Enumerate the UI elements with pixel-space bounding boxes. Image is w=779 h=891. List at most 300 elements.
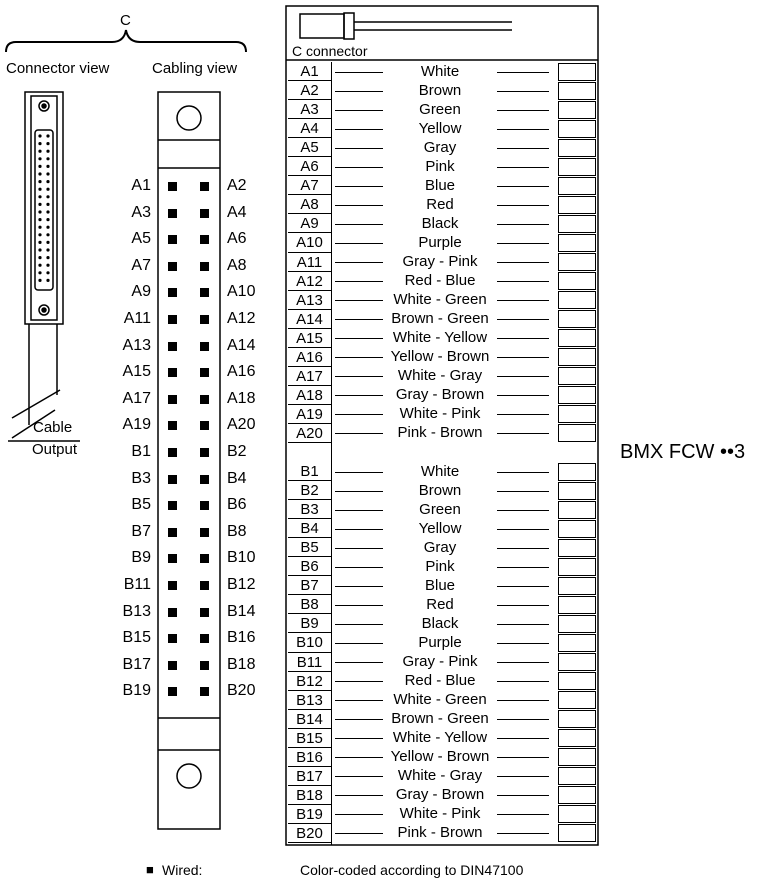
pin-code: B7: [300, 577, 319, 595]
pin-code: B18: [296, 786, 323, 804]
pin-label-even: A12: [227, 310, 256, 327]
wire-color-label: Yellow - Brown: [390, 348, 490, 366]
wire-color-label: Gray - Brown: [395, 786, 485, 804]
pin-code: A7: [300, 177, 319, 195]
pin-code-underline: [288, 747, 331, 748]
cabling-view-label: Cabling view: [152, 60, 238, 77]
wire-color-label: Purple: [418, 633, 462, 651]
wire-line: [497, 776, 549, 777]
wire-color-label: Red - Blue: [404, 272, 476, 290]
pin-code: B11: [296, 653, 323, 671]
top-label: C: [120, 12, 131, 29]
terminal-cell: [558, 710, 596, 728]
wire-line: [497, 700, 549, 701]
wire-line: [497, 186, 549, 187]
pin-label-odd: A3: [131, 203, 151, 221]
pin-code-underline: [288, 594, 331, 595]
pin-code: B5: [300, 539, 319, 557]
pin-code: A14: [296, 310, 323, 328]
pin-code-underline: [288, 252, 331, 253]
wire-color-label: Yellow: [418, 119, 462, 137]
pin-hole-icon: [46, 188, 49, 191]
pin-hole-icon: [46, 233, 49, 236]
pin-code-underline: [288, 118, 331, 119]
pin-code-underline: [288, 632, 331, 633]
pin-hole-icon: [38, 248, 41, 251]
wire-color-label: Yellow: [418, 519, 462, 537]
wire-line: [497, 567, 549, 568]
cable-label: Cable: [33, 419, 73, 436]
wired-pin-marker: [200, 395, 209, 404]
pin-code-underline: [288, 232, 331, 233]
wire-line: [335, 624, 383, 625]
terminal-cell: [558, 805, 596, 823]
pin-hole-icon: [46, 226, 49, 229]
pin-hole-icon: [46, 134, 49, 137]
pin-code-underline: [288, 690, 331, 691]
wire-color-label: White - Green: [393, 691, 487, 709]
pin-code-underline: [288, 652, 331, 653]
terminal-cell: [558, 729, 596, 747]
wire-line: [335, 262, 383, 263]
wire-line: [335, 72, 383, 73]
terminal-cell: [558, 786, 596, 804]
wire-line: [497, 338, 549, 339]
pin-hole-icon: [38, 271, 41, 274]
wired-pin-marker: [200, 554, 209, 563]
wire-line: [335, 605, 383, 606]
output-label: Output: [32, 441, 78, 458]
terminal-cell: [558, 348, 596, 366]
pin-code: B17: [296, 767, 323, 785]
terminal-cell: [558, 501, 596, 519]
pin-code: B3: [300, 501, 319, 519]
terminal-cell: [558, 253, 596, 271]
wire-color-label: Green: [419, 100, 461, 118]
wire-line: [497, 129, 549, 130]
wire-line: [497, 491, 549, 492]
pin-label-even: B12: [227, 576, 256, 593]
wire-color-label: White - Gray: [397, 767, 483, 785]
pin-hole-icon: [38, 142, 41, 145]
terminal-cell: [558, 101, 596, 119]
pin-label-even: B8: [227, 522, 247, 540]
wire-line: [497, 72, 549, 73]
wired-pin-marker: [168, 182, 177, 191]
pin-code-underline: [288, 99, 331, 100]
pin-code-underline: [288, 194, 331, 195]
wire-color-label: Brown: [418, 481, 462, 499]
wire-line: [497, 719, 549, 720]
pin-label-even: B4: [227, 469, 247, 487]
wire-color-label: White - Pink: [399, 405, 481, 423]
pin-hole-icon: [38, 157, 41, 160]
wire-color-label: Black: [421, 614, 459, 632]
pin-code: B1: [300, 463, 319, 480]
terminal-cell: [558, 215, 596, 233]
wire-line: [335, 719, 383, 720]
pin-code: A8: [300, 196, 319, 214]
wire-line: [335, 757, 383, 758]
wire-color-label: Red: [426, 595, 454, 613]
terminal-cell: [558, 234, 596, 252]
pin-label-odd: A13: [122, 336, 151, 354]
pin-label-even: A18: [227, 389, 256, 407]
connector-view-label: Connector view: [6, 60, 110, 77]
connector-pins-icon: [38, 134, 49, 282]
wire-line: [497, 586, 549, 587]
wire-color-label: White: [420, 62, 460, 80]
pin-code: A15: [296, 329, 323, 347]
pin-label-even: A20: [227, 416, 256, 434]
pin-code: B4: [300, 520, 319, 538]
pin-code: A18: [296, 386, 323, 404]
pin-code-underline: [288, 556, 331, 557]
pin-label-even: B2: [227, 443, 247, 460]
wired-pin-marker: [168, 421, 177, 430]
pin-code: A3: [300, 101, 319, 119]
wire-line: [497, 757, 549, 758]
pin-hole-icon: [38, 134, 41, 137]
pin-hole-icon: [46, 210, 49, 213]
pin-code-underline: [288, 537, 331, 538]
pin-label-even: A10: [227, 283, 256, 301]
wired-pin-marker: [168, 687, 177, 696]
wire-line: [335, 491, 383, 492]
wire-line: [335, 700, 383, 701]
pin-code: A4: [300, 120, 319, 138]
pin-code-underline: [288, 518, 331, 519]
wire-color-label: White - Pink: [399, 805, 481, 823]
wire-line: [335, 91, 383, 92]
pin-code-underline: [288, 385, 331, 386]
pin-hole-icon: [46, 264, 49, 267]
pin-label-even: A2: [227, 177, 247, 194]
wired-pin-marker: [200, 448, 209, 457]
pin-hole-icon: [46, 218, 49, 221]
wire-color-label: Yellow - Brown: [390, 748, 490, 766]
wire-line: [335, 833, 383, 834]
wire-color-label: White - Yellow: [392, 329, 488, 347]
wired-pin-marker: [168, 608, 177, 617]
terminal-cell: [558, 539, 596, 557]
product-reference: BMX FCW ••3: [620, 441, 746, 463]
pin-label-odd: A7: [131, 256, 151, 274]
wired-pin-marker: [168, 554, 177, 563]
pin-label-even: A6: [227, 230, 247, 248]
wire-line: [335, 548, 383, 549]
wire-color-label: Blue: [424, 176, 456, 194]
terminal-cell: [558, 120, 596, 138]
pin-code: A5: [300, 139, 319, 157]
pin-code: B16: [296, 748, 323, 766]
wire-color-label: Gray: [423, 138, 457, 156]
pin-hole-icon: [38, 218, 41, 221]
pin-hole-icon: [46, 195, 49, 198]
wire-color-label: Pink: [425, 557, 455, 575]
wire-color-label: Blue: [424, 576, 456, 594]
terminal-cell: [558, 82, 596, 100]
wire-line: [497, 224, 549, 225]
wire-color-label: Red - Blue: [404, 672, 476, 690]
pin-label-odd: A1: [131, 177, 151, 194]
pin-label-even: A14: [227, 336, 256, 354]
wire-line: [497, 319, 549, 320]
wired-pin-marker: [200, 182, 209, 191]
wired-pin-marker: [200, 687, 209, 696]
pin-label-odd: B5: [131, 496, 151, 514]
pin-hole-icon: [46, 203, 49, 206]
pin-code-underline: [288, 290, 331, 291]
pin-label-even: A8: [227, 256, 247, 274]
wire-color-label: Gray - Pink: [402, 253, 478, 271]
wired-pin-marker: [200, 209, 209, 218]
wired-pin-marker: [200, 288, 209, 297]
wire-line: [335, 529, 383, 530]
pin-code: B14: [296, 710, 323, 728]
wired-pin-marker: [168, 501, 177, 510]
pin-code-underline: [288, 499, 331, 500]
wired-pin-marker: [200, 421, 209, 430]
pin-code: A1: [300, 63, 319, 80]
wired-label: Wired:: [162, 862, 203, 878]
wired-pin-marker: [200, 608, 209, 617]
pin-label-odd: B11: [123, 576, 151, 593]
terminal-cell: [558, 520, 596, 538]
terminal-cell: [558, 367, 596, 385]
terminal-cell: [558, 272, 596, 290]
pin-code-underline: [288, 366, 331, 367]
terminal-cell: [558, 405, 596, 423]
terminal-cell: [558, 139, 596, 157]
wire-line: [335, 662, 383, 663]
pin-label-odd: A9: [131, 283, 151, 301]
pin-code-underline: [288, 404, 331, 405]
pin-hole-icon: [38, 226, 41, 229]
wired-pin-marker: [168, 342, 177, 351]
wire-line: [497, 624, 549, 625]
pin-hole-icon: [38, 195, 41, 198]
pin-code: B2: [300, 482, 319, 500]
terminal-cell: [558, 653, 596, 671]
pin-code: B8: [300, 596, 319, 614]
wired-pin-marker: [168, 288, 177, 297]
wire-line: [497, 281, 549, 282]
wire-color-label: Purple: [418, 233, 462, 251]
pin-label-odd: B17: [122, 655, 151, 673]
wired-pin-marker: [200, 235, 209, 244]
pin-label-even: B20: [227, 682, 256, 700]
pin-hole-icon: [46, 150, 49, 153]
pin-hole-icon: [46, 172, 49, 175]
wire-line: [497, 548, 549, 549]
pin-code-underline: [288, 671, 331, 672]
wired-pin-marker: [168, 368, 177, 377]
wired-pin-marker: [200, 262, 209, 271]
terminal-cell: [558, 634, 596, 652]
pin-label-odd: A15: [122, 363, 151, 381]
wire-line: [335, 776, 383, 777]
terminal-cell: [558, 424, 596, 442]
wire-color-label: Brown - Green: [391, 710, 489, 728]
terminal-cell: [558, 615, 596, 633]
wired-pin-marker: [168, 528, 177, 537]
wired-pin-marker: [200, 501, 209, 510]
pin-label-odd: A17: [122, 389, 151, 407]
wire-line: [497, 110, 549, 111]
pin-hole-icon: [46, 165, 49, 168]
pin-code: A19: [296, 405, 323, 423]
pin-hole-icon: [46, 271, 49, 274]
wired-pin-marker: [200, 581, 209, 590]
wire-color-label: Green: [419, 500, 461, 518]
wire-line: [497, 643, 549, 644]
code-column-divider: [331, 62, 332, 845]
pin-label-even: A16: [227, 363, 256, 381]
wire-line: [335, 814, 383, 815]
wire-line: [497, 529, 549, 530]
wire-line: [335, 129, 383, 130]
pin-code: A6: [300, 158, 319, 176]
wire-line: [497, 414, 549, 415]
wire-color-label: White: [420, 462, 460, 480]
pin-label-odd: B13: [122, 602, 151, 620]
pin-code-underline: [288, 309, 331, 310]
pin-hole-icon: [38, 233, 41, 236]
wire-line: [335, 643, 383, 644]
terminal-cell: [558, 691, 596, 709]
pin-label-odd: B15: [122, 629, 151, 647]
wire-line: [497, 395, 549, 396]
pin-label-odd: A5: [131, 230, 151, 248]
pin-code-underline: [288, 785, 331, 786]
wire-line: [497, 167, 549, 168]
pin-code: A20: [296, 424, 323, 442]
pin-code-underline: [288, 575, 331, 576]
wire-color-label: Gray - Pink: [402, 653, 478, 671]
wire-line: [497, 148, 549, 149]
wire-line: [335, 395, 383, 396]
pin-hole-icon: [38, 210, 41, 213]
pin-hole-icon: [46, 157, 49, 160]
terminal-cell: [558, 386, 596, 404]
wire-line: [335, 414, 383, 415]
wire-color-label: Red: [426, 195, 454, 213]
wire-line: [335, 167, 383, 168]
wire-color-label: Brown: [418, 81, 462, 99]
pin-label-odd: A11: [123, 310, 151, 327]
wire-line: [335, 243, 383, 244]
wire-line: [497, 662, 549, 663]
pin-label-odd: B19: [122, 682, 151, 700]
wired-pin-marker: [168, 315, 177, 324]
terminal-cell: [558, 577, 596, 595]
wire-line: [335, 224, 383, 225]
pin-code: A2: [300, 82, 319, 100]
wire-line: [497, 243, 549, 244]
pin-code: B12: [296, 672, 323, 690]
pin-code: B20: [296, 824, 323, 842]
terminal-cell: [558, 672, 596, 690]
pin-hole-icon: [38, 241, 41, 244]
wired-pin-marker: [168, 395, 177, 404]
wire-line: [335, 738, 383, 739]
pin-label-odd: B3: [131, 469, 151, 487]
wire-line: [335, 148, 383, 149]
pin-code-underline: [288, 175, 331, 176]
wire-line: [497, 205, 549, 206]
terminal-cell: [558, 291, 596, 309]
wire-line: [497, 795, 549, 796]
terminal-cell: [558, 63, 596, 81]
pin-code: B9: [300, 615, 319, 633]
pin-code-underline: [288, 613, 331, 614]
pin-code-underline: [288, 271, 331, 272]
pin-hole-icon: [38, 256, 41, 259]
wire-line: [335, 110, 383, 111]
pin-hole-icon: [46, 142, 49, 145]
wired-pin-marker: [168, 634, 177, 643]
wire-line: [497, 300, 549, 301]
pin-hole-icon: [46, 256, 49, 259]
wire-line: [335, 510, 383, 511]
terminal-cell: [558, 158, 596, 176]
pin-hole-icon: [46, 241, 49, 244]
pin-label-odd: B7: [131, 522, 151, 540]
wired-pin-marker: [200, 368, 209, 377]
wire-line: [335, 338, 383, 339]
wired-pin-marker: [168, 262, 177, 271]
wire-color-label: White - Green: [393, 291, 487, 309]
wired-pin-marker: [168, 475, 177, 484]
pin-code-underline: [288, 423, 331, 424]
wire-line: [497, 376, 549, 377]
wire-line: [497, 833, 549, 834]
cabling-front-view: [158, 92, 220, 829]
wire-line: [335, 319, 383, 320]
pin-hole-icon: [38, 180, 41, 183]
pin-code-underline: [288, 842, 331, 843]
pin-code-underline: [288, 80, 331, 81]
terminal-cell: [558, 463, 596, 481]
wire-line: [335, 205, 383, 206]
wire-line: [497, 91, 549, 92]
terminal-cell: [558, 596, 596, 614]
wire-line: [497, 510, 549, 511]
wired-pin-marker: [168, 235, 177, 244]
wire-line: [335, 433, 383, 434]
wire-line: [335, 357, 383, 358]
wire-color-label: White - Gray: [397, 367, 483, 385]
pin-code-underline: [288, 766, 331, 767]
pin-code-underline: [288, 213, 331, 214]
wire-color-label: Pink - Brown: [397, 824, 483, 842]
pin-code: B15: [296, 729, 323, 747]
pin-code-underline: [288, 709, 331, 710]
wire-line: [335, 300, 383, 301]
wired-pin-marker: [168, 581, 177, 590]
wired-marker-icon: ■: [146, 862, 154, 877]
terminal-cell: [558, 177, 596, 195]
wire-line: [335, 586, 383, 587]
wired-pin-marker: [200, 475, 209, 484]
wire-line: [335, 681, 383, 682]
pin-hole-icon: [38, 172, 41, 175]
wired-pin-marker: [200, 528, 209, 537]
terminal-cell: [558, 767, 596, 785]
wired-pin-marker: [168, 209, 177, 218]
pin-hole-icon: [38, 279, 41, 282]
